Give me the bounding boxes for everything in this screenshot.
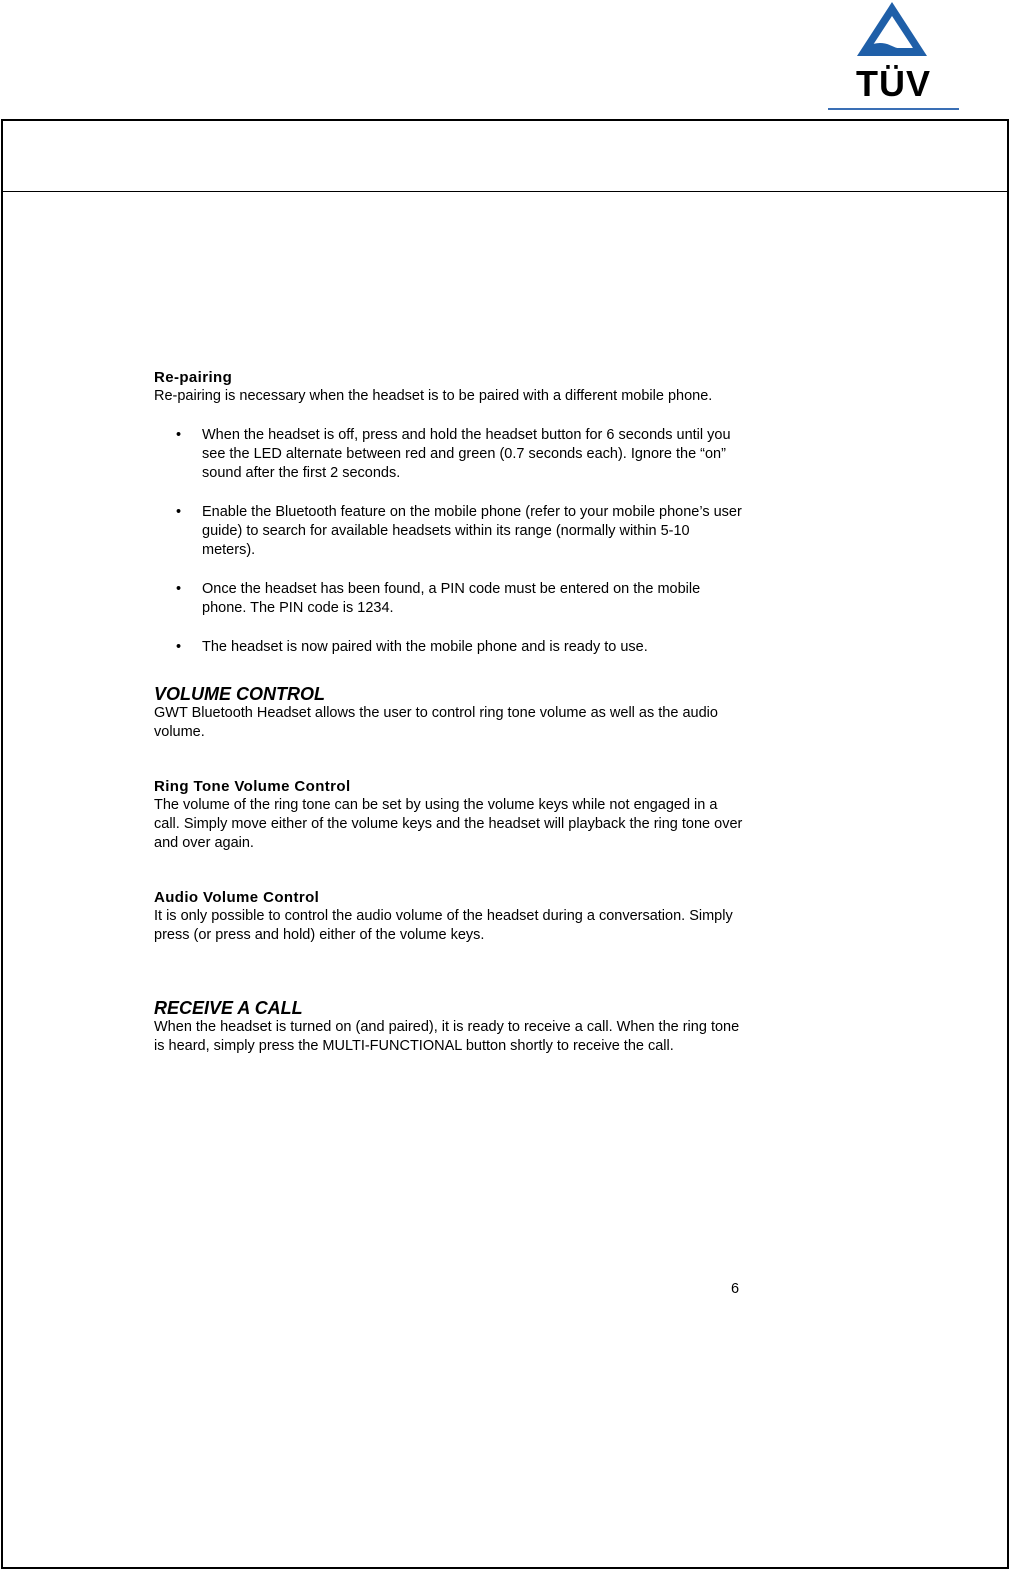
repairing-section: [154, 368, 744, 657]
bullet-icon: •: [176, 639, 182, 655]
tuv-logo: [828, 0, 959, 112]
step-text: When the headset is off, press and hold the headset button for 6 seconds until you see the LED alternate between red and green (0.7 seconds each). Ignore the “on” sound after the first 2 seconds.: [202, 427, 731, 481]
receive-call-section: [154, 999, 744, 1056]
header-divider: [1, 191, 1009, 192]
repairing-heading: Re-pairing: [154, 369, 233, 386]
step-text: Enable the Bluetooth feature on the mobile phone (refer to your mobile phone’s user guide) to search for available headsets within its range (normally within 5-10 meters).: [202, 504, 742, 558]
volume-control-intro: GWT Bluetooth Headset allows the user to control ring tone volume as well as the audio volume.: [154, 705, 718, 740]
triangle-wave-icon: [828, 0, 959, 64]
page-number: 6: [731, 1281, 740, 1297]
ring-tone-subsection: [154, 777, 744, 853]
volume-control-title: VOLUME CONTROL: [154, 684, 325, 704]
list-item: [154, 580, 744, 618]
repairing-intro: Re-pairing is necessary when the headset is to be paired with a different mobile phone.: [154, 388, 713, 404]
ring-tone-heading: Ring Tone Volume Control: [154, 778, 351, 795]
repairing-steps: [154, 426, 744, 657]
document-body: [154, 368, 744, 1056]
audio-volume-subsection: [154, 888, 744, 945]
receive-call-title: RECEIVE A CALL: [154, 998, 303, 1018]
receive-call-text: When the headset is turned on (and paired), it is ready to receive a call. When the ring tone is heard, simply press the MULTI-FUNCTIONAL button shortly to receive the call.: [154, 1019, 740, 1054]
volume-control-section: [154, 685, 744, 945]
bullet-icon: •: [176, 427, 182, 443]
audio-volume-text: It is only possible to control the audio volume of the headset during a conversation. Simply press (or press and hold) either of the volume keys.: [154, 908, 733, 943]
bullet-icon: •: [176, 581, 182, 597]
logo-underline: [828, 108, 959, 110]
logo-text: TÜV: [856, 63, 931, 104]
list-item: [154, 638, 744, 657]
step-text: Once the headset has been found, a PIN code must be entered on the mobile phone. The PIN code is 1234.: [202, 581, 701, 616]
step-text: The headset is now paired with the mobile phone and is ready to use.: [202, 639, 648, 655]
ring-tone-text: The volume of the ring tone can be set by using the volume keys while not engaged in a call. Simply move either of the volume keys and the headset will playback the ring tone over and over again.: [154, 797, 743, 851]
list-item: [154, 503, 744, 560]
list-item: [154, 426, 744, 483]
audio-volume-heading: Audio Volume Control: [154, 889, 320, 906]
bullet-icon: •: [176, 504, 182, 520]
